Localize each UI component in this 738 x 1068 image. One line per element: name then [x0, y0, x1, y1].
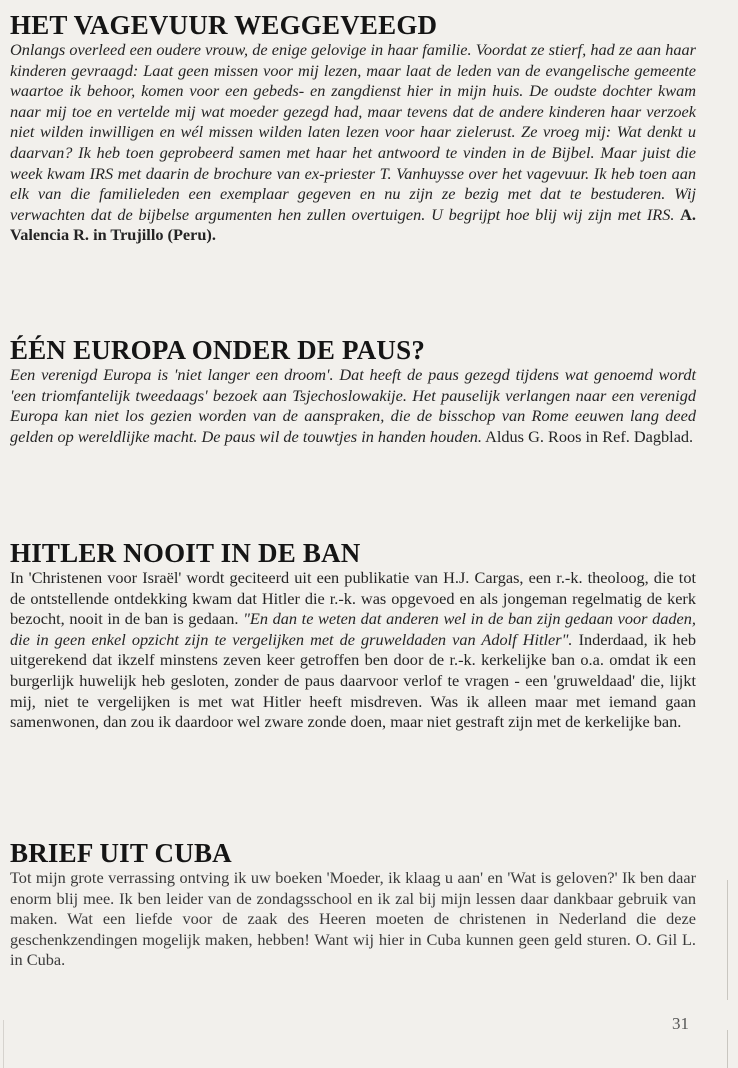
article-hitler — [10, 538, 696, 733]
article-title: BRIEF UIT CUBA — [10, 838, 232, 868]
article-body-text: Onlangs overleed een oudere vrouw, de enige gelovige in haar familie. Voordat ze stierf, had ze aan haar kinderen gevraagd: Laat geen missen voor mij lezen, maar laat de leden van de evangelische gemeente waartoe ik behoor, komen voor een gebeds- en zangdienst hier in mijn huis. De oudste dochter kwam naar mij toe en vertelde mij wat moeder gezegd had, maar tevens dat de andere kinderen haar verzoek niet wilden inwilligen en wél missen wilden laten lezen voor haar zielerust. Ze vroeg mij: Wat denkt u daarvan? Ik heb toen geprobeerd samen met haar het antwoord te vinden in de Bijbel. Maar juist die week kwam IRS met daarin de brochure van ex-priester T. Vanhuysse over het vagevuur. Ik heb toen aan elk van die familieleden een exemplaar gegeven en nu zijn ze bezig met dat te bestuderen. Wij verwachten dat de bijbelse argumenten hen zullen overtuigen. U begrijpt hoe blij wij zijn met IRS. — [10, 40, 696, 224]
article-source: Aldus G. Roos in Ref. Dagblad. — [485, 426, 694, 446]
scan-edge-right-lower — [727, 1030, 728, 1068]
article-body: Tot mijn grote verrassing ontving ik uw boeken 'Moeder, ik klaag u aan' en 'Wat is geloven?' Ik ben daar enorm blij mee. Ik ben leider van de zondagsschool en ik zal bij mijn lessen daar dankbaar gebruik van maken. Wat een liefde voor de zaak des Heeren moeten de christenen in Nederland die deze geschenkzendingen mogelijk maken, hebben! Want wij hier in Cuba kunnen geen geld sturen. O. Gil L. in Cuba. — [10, 868, 696, 970]
article-vagevuur — [10, 10, 696, 246]
article-rest: Inderdaad, ik heb uitgerekend dat ikzelf minstens zeven keer getroffen ben door de r.-k. kerkelijke ban o.a. omdat ik een burgerlijk huwelijk heb gesloten, zonder de paus daarvoor verlof te vragen - een 'gruweldaad' die, lijkt mij, niet te vergelijken is met wat Hitler heeft misdreven. Was ik alleen maar met iemand gaan samenwonen, dan zou ik daardoor wel zware zonde doen, maar niet gestraft zijn met de kerkelijke ban. — [10, 629, 696, 732]
article-body — [10, 40, 696, 246]
article-cuba — [10, 838, 696, 971]
article-body-text: Een verenigd Europa is 'niet langer een droom'. Dat heeft de paus gezegd tijdens wat genoemd wordt 'een triomfantelijk tweedaags' bezoek aan Tsjechoslowakije. Het pauselijk verlangen naar een verenigd Europa kan niet los gezien worden van de aanspraken, die de bisschop van Rome eeuwen lang deed gelden op wereldlijke macht. De paus wil de touwtjes in handen houden. — [10, 365, 696, 446]
article-quote: "En dan te weten dat anderen wel in de ban zijn gedaan voor daden, die in geen enkel opzicht zijn te vergelijken met de gruweldaden van Adolf Hitler". — [10, 609, 696, 649]
article-europa — [10, 335, 696, 447]
article-intro: In 'Christenen voor Israël' wordt geciteerd uit een publikatie van H.J. Cargas, een r.-k. theoloog, die tot de ontstellende ontdekking kwam dat Hitler die r.-k. was opgevoed en als jongeman regelmatig de kerk bezocht, nooit in de ban is gedaan. — [10, 568, 696, 629]
scan-edge-left — [3, 1020, 4, 1068]
page-number: 31 — [672, 1014, 689, 1033]
article-title: ÉÉN EUROPA ONDER DE PAUS? — [10, 335, 426, 365]
scan-edge-right — [727, 880, 728, 1000]
article-title: HITLER NOOIT IN DE BAN — [10, 538, 361, 568]
article-body — [10, 365, 696, 447]
article-signature: A. Valencia R. in Trujillo (Peru). — [10, 204, 696, 245]
article-body — [10, 568, 696, 733]
article-title: HET VAGEVUUR WEGGEVEEGD — [10, 10, 438, 40]
